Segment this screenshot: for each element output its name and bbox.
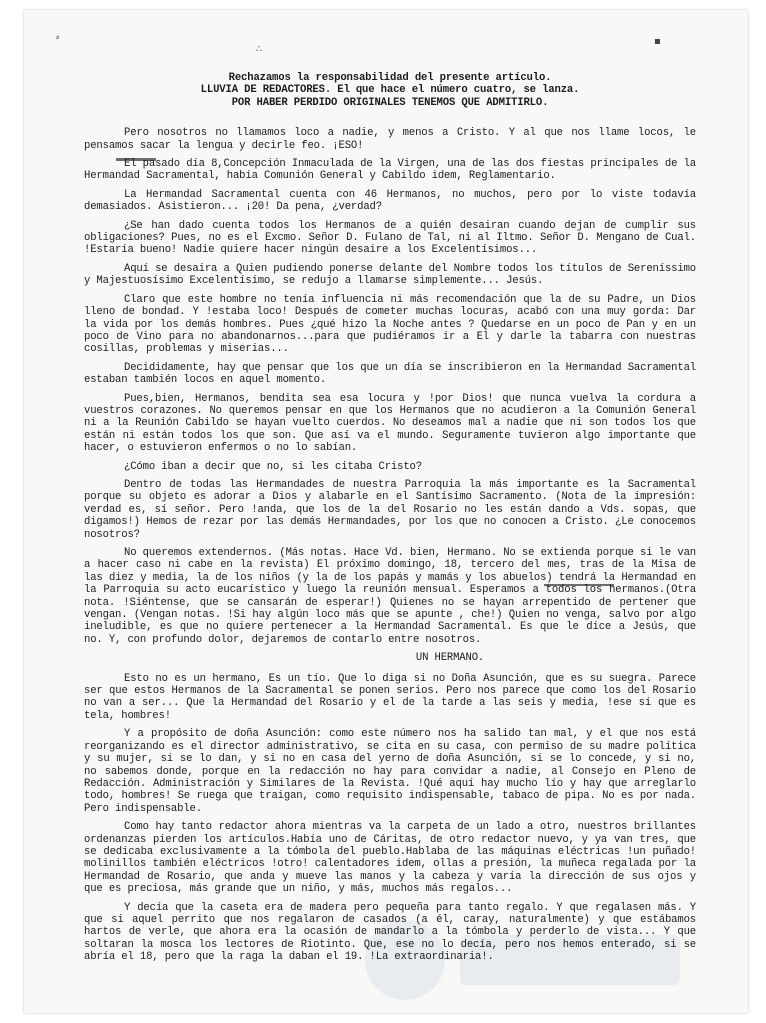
paragraph: Dentro de todas las Hermandades de nuestra Parroquia la más importante es la Sacramental porque su objeto es adorar a Dios y alabarle en el Santísimo Sacramento. (Nota de la impresión: verdad es, sí señor. Pero !anda, que los de la del Rosario no les están dando a Vds. sopas, que digamos!) Hemos de rezar por las demás Hermandades, por los que no conocen a Cristo. ¿Le conocemos nosotros? [84,478,696,541]
scan-speck: ∴ [256,44,263,55]
paragraph: Aquí se desaira a Quien pudiendo ponerse delante del Nombre todos los títulos de Sereníssimo y Majestuosísimo Excelentísimo, se redujo a llamarse simplemente... Jesús. [84,262,696,288]
paragraph: Esto no es un hermano, Es un tío. Que lo diga si no Doña Asunción, que es su suegra. Parece ser que estos Hermanos de la Sacramental se ponen serios. Pero nos parece que como los del Rosario no van a ser... Que la Hermandad del Rosario y el de la tarde a las seis y media, !ese sí que es tela, hombres! [84,672,696,722]
paragraph: Decididamente, hay que pensar que los que un día se inscribieron en la Hermandad Sacramental estaban también locos en aquel momento. [84,361,696,387]
paragraph: Claro que este hombre no tenía influencia ni más recomendación que la de su Padre, un Dios lleno de bondad. Y !estaba loco! Después de cometer muchas locuras, acabó con una muy gorda: Dar la vida por los demás hombres. Pues ¿qué hizo la Noche antes ? Quedarse en un poco de Pan y en un poco de Vino para no abandonarnos...para que pudiéramos ir a El y darle la tabarra con nuestras cosillas, problemas y miserias... [84,293,696,356]
document-text [84,72,696,970]
paragraph: Como hay tanto redactor ahora mientras va la carpeta de un lado a otro, nuestros brillantes ordenanzas pierden los artículos.Había uno de Cáritas, de otro redactor nuevo, y ya van tres, que se dedicaba exclusivamente a la tómbola del pueblo.Hablaba de las máquinas eléctricas !un puñado! molinillos también eléctricos !otro! calentadores idem, ollas a presión, la muñeca regalada por la Hermandad de Rosario, que anda y mueve las manos y la cabeza y varía la dirección de sus ojos y que es preciosa, más grande que un niño, y más, muchos más regalos... [84,821,696,896]
header-line-2: LLUVIA DE REDACTORES. El que hace el número cuatro, se lanza. [200,84,580,97]
paragraph: Y decía que la caseta era de madera pero pequeña para tanto regalo. Y que regalasen más. Y que si aquel perrito que nos regalaron de casados (a él, caray, naturalmente) y que estábamos hartos de verle, que ahora era la ocasión de mandarlo a la tómbola y perderlo de vista... Y que soltaran la mosca los lectores de Riotinto. Que, ese no lo decía, pero nos hemos enterado, si se abría el 18, pero que la raga la daban el 19. !La extraordinaria!. [84,901,696,964]
document-header [84,72,696,109]
paragraph: Pues,bien, Hermanos, bendita sea esa locura y !por Dios! que nunca vuelva la cordura a vuestros corazones. No queremos pensar en que los Hermanos que no acudieron a la Comunión General ni a la Reunión Cabildo se hayan vuelto cuerdos. No deseamos mal a nadie que ni son todos los que están ni están todos los que son. Que así va el mundo. Seguramente tuvieron algo importante que hacer, o estuvieron enfermos o no lo sabían. [84,392,696,455]
paragraph: Y a propósito de doña Asunción: como este número nos ha salido tan mal, y el que nos está reorganizando es el director administrativo, se cita en su casa, con permiso de su madre política y su mujer, si se lo dan, y si no en casa del yerno de doña Asunción, si se lo concede, y si no, no sabemos donde, porque en la redacción no hay para convidar a nadie, al Consejo en Pleno de Redacción. Administración y Similares de la Revista. !Qué aquí hay mucho lío y hay que arreglarlo todo, hombres! Se ruega que traigan, como requisito indispensable, tabaco de pipa. No es por nada. Pero indispensable. [84,728,696,815]
paragraph: La Hermandad Sacramental cuenta con 46 Hermanos, no muchos, pero por lo viste todavía demasiados. Asistieron... ¡20! Da pena, ¿verdad? [84,188,696,214]
scan-speck: ▪ [654,36,661,47]
paragraph: No queremos extendernos. (Más notas. Hace Vd. bien, Hermano. No se extienda porque si le van a hacer caso ni cabe en la revista) El próximo domingo, 18, tercero del mes, tras de la Misa de las diez y media, la de los niños (y la de los papás y mamás y los abuelos) tendrá la Hermandad en la Parroquia su acto eucarístico y luego la reunión mensual. Esperamos a todos los hermanos.(Otra nota. !Siéntense, que se cansarán de esperar!) Quienes no se hayan arrepentido de pertener que vengan. (Vengan notas. !Si hay algún loco más que se apunte , che!) Quien no venga, salvo por algo ineludible, es que no quiere pertenecer a la Hermandad Sacramental. Es que le dice a Jesús, que no. Y, con profundo dolor, dejaremos de contarlo entre nosotros. [84,547,696,646]
scan-speck: ⸗ [56,32,60,43]
signature: UN HERMANO. [415,652,485,665]
paragraph: El pasado día 8,Concepción Inmaculada de la Virgen, una de las dos fiestas principales de la Hermandad Sacramental, había Comunión General y Cabildo idem, Reglamentario. [84,158,696,183]
paragraph: ¿Cómo iban a decir que no, si les citaba Cristo? [124,460,422,473]
header-line-1: Rechazamos la responsabilidad del presente artículo. [228,72,552,84]
paragraph: ¿Se han dado cuenta todos los Hermanos de a quién desairan cuando dejan de cumplir sus obligaciones? Pues, no es el Excmo. Señor D. Fulano de Tal, ni al Iltmo. Señor D. Mengano de Cual. !Estaría bueno! Nadie quiere hacer ningún desaire a los Excelentísimos... [84,219,696,257]
paragraph: Pero nosotros no llamamos loco a nadie, y menos a Cristo. Y al que nos llame locos, le pensamos sacar la lengua y decirle feo. ¡ESO! [84,127,696,152]
header-line-3: POR HABER PERDIDO ORIGINALES TENEMOS QUE ADMITIRLO. [231,96,549,109]
